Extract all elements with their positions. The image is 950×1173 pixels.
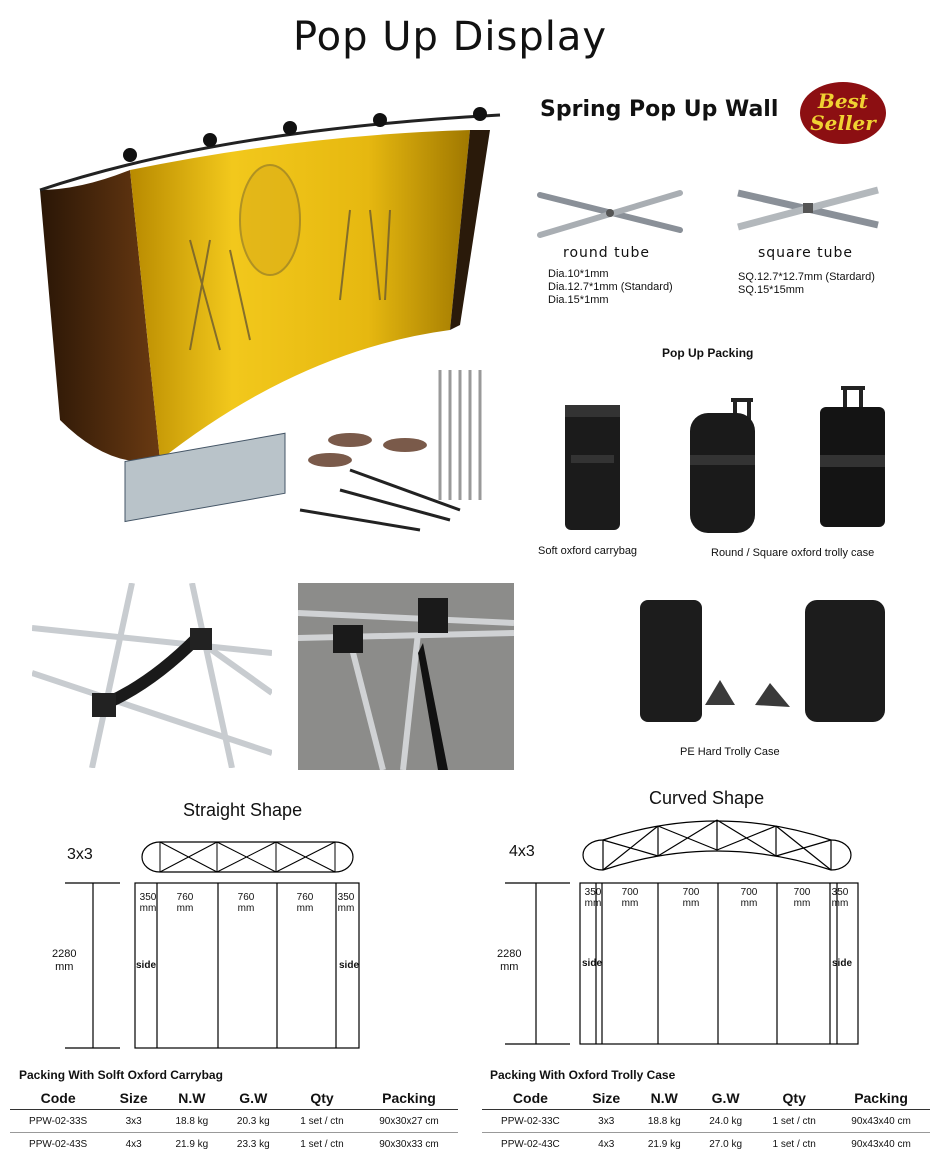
round-spec: Dia.10*1mm xyxy=(548,268,609,280)
table-left-title: Packing With Solft Oxford Carrybag xyxy=(19,1068,223,1082)
page-title: Pop Up Display xyxy=(292,14,608,60)
round-spec: Dia.12.7*1mm (Standard) xyxy=(548,281,673,293)
table-row: PPW-02-43C 4x3 21.9 kg 27.0 kg 1 set / ctn 90x43x40 cm xyxy=(501,1138,911,1150)
square-spec: SQ.12.7*12.7mm (Stardard) xyxy=(738,271,875,283)
square-tube-label: square tube xyxy=(758,245,854,261)
curved-panel-dim: 350 mm xyxy=(584,887,602,909)
straight-height xyxy=(52,948,76,974)
col-nw: N.W xyxy=(650,1090,678,1106)
straight-size: 3x3 xyxy=(67,846,93,863)
straight-frame-topview xyxy=(135,838,360,876)
carrybag-caption: Soft oxford carrybag xyxy=(538,545,638,557)
col-qty: Qty xyxy=(782,1090,806,1106)
trolly-caption: Round / Square oxford trolly case xyxy=(711,547,875,559)
carrybag-spec-table xyxy=(10,1088,458,1155)
col-size: Size xyxy=(592,1090,621,1106)
straight-frame-elevation xyxy=(60,880,365,1052)
round-tube-icon xyxy=(535,185,685,240)
square-tube-icon xyxy=(733,185,883,235)
table-right-title: Packing With Oxford Trolly Case xyxy=(490,1068,676,1082)
curved-size: 4x3 xyxy=(509,843,535,860)
height-unit: mm xyxy=(500,961,519,973)
packing-title: Pop Up Packing xyxy=(662,346,754,360)
joint-closeup-2 xyxy=(298,583,514,770)
badge-line2: Seller xyxy=(810,111,876,135)
round-tube-specs xyxy=(548,268,673,307)
table-header-row xyxy=(10,1088,458,1110)
table-header-row xyxy=(482,1088,930,1110)
table-row: PPW-02-33C 3x3 18.8 kg 24.0 kg 1 set / ctn 90x43x40 cm xyxy=(482,1110,930,1133)
round-trolly-image xyxy=(685,395,765,540)
hard-case-caption: PE Hard Trolly Case xyxy=(680,746,780,758)
carrybag-image xyxy=(555,395,630,535)
round-spec: Dia.15*1mm xyxy=(548,294,609,306)
joint-closeup-1 xyxy=(32,583,272,768)
trolly-spec-table xyxy=(482,1088,930,1155)
badge-line1: Best xyxy=(817,89,869,113)
curved-panel-dim: 700 mm xyxy=(740,887,758,909)
curved-height xyxy=(497,948,521,974)
curved-frame-topview xyxy=(575,812,860,877)
curved-shape-title: Curved Shape xyxy=(649,788,765,808)
straight-panel-dim: 760 mm xyxy=(296,892,314,914)
table-row: PPW-02-33S 3x3 18.8 kg 20.3 kg 1 set / ctn 90x30x27 cm xyxy=(10,1110,458,1133)
straight-panel-dim: 350 mm xyxy=(337,892,355,914)
table-row: PPW-02-43S 4x3 21.9 kg 23.3 kg 1 set / ctn 90x30x33 cm xyxy=(29,1138,439,1150)
col-packing: Packing xyxy=(382,1090,436,1106)
height-value: 2280 xyxy=(52,948,77,960)
col-code: Code xyxy=(512,1090,548,1106)
curved-panel-dim: 700 mm xyxy=(621,887,639,909)
col-packing: Packing xyxy=(854,1090,908,1106)
square-spec: SQ.15*15mm xyxy=(738,284,805,296)
col-qty: Qty xyxy=(310,1090,334,1106)
straight-side-right: side xyxy=(339,960,360,971)
popup-wall-illustration xyxy=(20,100,520,560)
col-nw: N.W xyxy=(178,1090,206,1106)
curved-side-left: side xyxy=(582,958,603,969)
col-size: Size xyxy=(119,1090,148,1106)
pe-hard-case-image xyxy=(635,595,890,730)
straight-side-left: side xyxy=(136,960,157,971)
best-seller-badge xyxy=(800,82,886,144)
col-gw: G.W xyxy=(711,1090,740,1106)
straight-panel-dim: 760 mm xyxy=(176,892,194,914)
height-unit: mm xyxy=(55,961,74,973)
straight-panel-dim: 760 mm xyxy=(237,892,255,914)
round-tube-label: round tube xyxy=(563,245,650,261)
curved-panel-dim: 700 mm xyxy=(793,887,811,909)
curved-side-right: side xyxy=(832,958,853,969)
straight-shape-title: Straight Shape xyxy=(183,800,303,820)
height-value: 2280 xyxy=(497,948,522,960)
spring-wall-title: Spring Pop Up Wall xyxy=(540,97,779,122)
col-code: Code xyxy=(40,1090,76,1106)
curved-panel-dim: 350 mm xyxy=(831,887,849,909)
straight-panel-dim: 350 mm xyxy=(139,892,157,914)
curved-panel-dim: 700 mm xyxy=(682,887,700,909)
square-tube-specs xyxy=(738,271,875,297)
square-trolly-image xyxy=(815,385,890,535)
col-gw: G.W xyxy=(239,1090,268,1106)
